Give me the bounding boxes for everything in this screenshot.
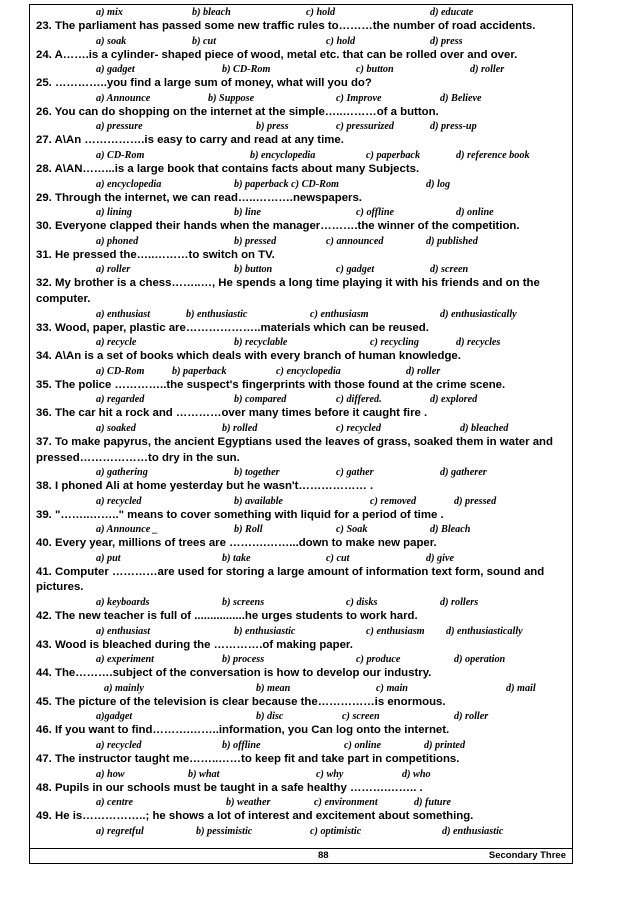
question-37-option-d: d) gatherer <box>440 467 487 479</box>
question-27-options <box>36 149 566 162</box>
question-22-option-d: d) educate <box>430 7 474 18</box>
question-33: 33. Wood, paper, plastic are………………..materials which can be reused. <box>36 321 429 334</box>
page-footer <box>30 848 572 863</box>
question-37-option-b: b) together <box>234 467 280 479</box>
question-36-options <box>36 422 566 435</box>
question-39-option-d: d) Bleach <box>430 524 471 536</box>
question-30-option-b: b) pressed <box>234 235 277 247</box>
question-27-option-d: d) reference book <box>456 149 530 161</box>
question-22-option-c: c) hold <box>306 7 336 18</box>
question-41: 41. Computer …………are used for storing a large amount of information text form, sound and pictures. <box>36 565 545 594</box>
question-35-option-c: c) differed. <box>336 394 382 406</box>
question-37-option-c: c) gather <box>336 467 374 479</box>
question-47-option-d: d) who <box>402 768 431 780</box>
question-31-options <box>36 263 566 276</box>
question-28: 28. A\AN……...is a large book that contains facts about many Subjects. <box>36 162 420 175</box>
question-31: 31. He pressed the…..………to switch on TV. <box>36 248 275 261</box>
question-44-option-d: d) mail <box>506 682 536 694</box>
question-40-option-b: b) take <box>222 552 251 564</box>
question-43-option-c: c) produce <box>356 654 401 666</box>
question-35-option-d: d) explored <box>430 394 478 406</box>
question-38-option-a: a) recycled <box>96 495 142 507</box>
question-25-options <box>36 92 566 105</box>
question-26: 26. You can do shopping on the internet at the simple…..………of a button. <box>36 105 439 118</box>
question-38-option-b: b) available <box>234 495 283 507</box>
question-45-option-d: d) roller <box>454 711 489 723</box>
question-49: 49. He is……………..; he shows a lot of interest and excitement about something. <box>36 810 474 823</box>
question-25-option-c: c) Improve <box>336 92 382 104</box>
question-39: 39. "……..…….." means to cover something with liquid for a period of time . <box>36 508 444 521</box>
question-48-options <box>36 796 566 809</box>
question-27-option-b: b) encyclopedia <box>250 149 316 161</box>
question-27: 27. A\An …………….is easy to carry and read at any time. <box>36 134 344 147</box>
question-33-option-c: c) recycling <box>370 337 419 349</box>
page-number: 88 <box>318 850 329 861</box>
question-43-option-a: a) experiment <box>96 654 155 666</box>
question-24-option-d: d) roller <box>470 64 505 76</box>
question-28-option-d: d) log <box>426 178 451 190</box>
question-36-option-a: a) soaked <box>96 422 136 434</box>
question-41-option-b: b) screens <box>222 597 265 609</box>
question-23-options <box>36 35 566 48</box>
question-37-option-a: a) gathering <box>96 467 148 479</box>
question-41-option-c: c) disks <box>346 597 378 609</box>
question-31-option-a: a) roller <box>96 264 131 276</box>
question-33-option-d: d) recycles <box>456 337 501 349</box>
question-44-option-a: a) mainly <box>104 682 144 694</box>
question-48-option-c: c) environment <box>314 797 378 809</box>
question-22-option-b: b) bleach <box>192 7 231 18</box>
question-43-option-b: b) process <box>222 654 265 666</box>
question-29-option-a: a) lining <box>96 207 132 219</box>
question-31-option-d: d) screen <box>430 264 469 276</box>
question-49-option-b: b) pessimistic <box>196 825 253 837</box>
question-24-options <box>36 63 566 76</box>
question-33-option-b: b) recyclable <box>234 337 288 349</box>
question-25-option-d: d) Believe <box>440 92 482 104</box>
question-46: 46. If you want to find……….……..information, you Can log onto the internet. <box>36 724 450 737</box>
question-35-options <box>36 393 566 406</box>
question-list <box>36 6 566 838</box>
question-24-option-a: a) gadget <box>96 64 135 76</box>
question-26-option-c: c) pressurized <box>336 121 395 133</box>
question-42-option-b: b) enthusiastic <box>234 625 296 637</box>
question-29: 29. Through the internet, we can read…..……….newspapers. <box>36 191 362 204</box>
question-38: 38. I phoned Ali at home yesterday but he wasn't……………… . <box>36 480 374 493</box>
question-47-option-c: c) why <box>316 768 344 780</box>
question-44-option-b: b) mean <box>256 682 291 694</box>
question-23-option-d: d) press <box>430 35 463 47</box>
question-40: 40. Every year, millions of trees are ……….……...down to make new paper. <box>36 537 437 550</box>
question-31-option-b: b) button <box>234 264 273 276</box>
question-34-option-c: c) encyclopedia <box>276 365 341 377</box>
question-36: 36. The car hit a rock and …………over many times before it caught fire . <box>36 407 428 420</box>
question-30-option-d: d) published <box>426 235 478 247</box>
question-43-options <box>36 653 566 666</box>
question-26-option-b: b) press <box>256 121 289 133</box>
question-32-option-b: b) enthusiastic <box>186 308 248 320</box>
question-34-option-a: a) CD-Rom <box>96 365 145 377</box>
question-47-option-a: a) how <box>96 768 125 780</box>
question-40-option-c: c) cut <box>326 552 350 564</box>
question-40-options <box>36 552 566 565</box>
question-46-option-b: b) offline <box>222 740 261 752</box>
question-25-option-b: b) Suppose <box>208 92 255 104</box>
question-27-option-c: c) paperback <box>366 149 421 161</box>
question-23: 23. The parliament has passed some new traffic rules to………the number of road accidents. <box>36 20 536 32</box>
question-23-option-c: c) hold <box>326 35 356 47</box>
question-49-option-a: a) regretful <box>96 825 144 837</box>
question-36-option-c: c) recycled <box>336 422 381 434</box>
question-25-option-a: a) Announce <box>96 92 151 104</box>
question-27-option-a: a) CD-Rom <box>96 149 145 161</box>
question-39-option-c: c) Soak <box>336 524 368 536</box>
question-46-option-c: c) online <box>344 740 382 752</box>
question-38-options <box>36 495 566 508</box>
question-30: 30. Everyone clapped their hands when the manager……….the winner of the competition. <box>36 220 520 233</box>
series-label: Secondary Three <box>488 850 566 861</box>
question-47-option-b: b) what <box>188 768 220 780</box>
question-48-option-b: b) weather <box>226 797 271 809</box>
question-43-option-d: d) operation <box>454 654 506 666</box>
question-32-option-d: d) enthusiastically <box>440 308 517 320</box>
question-24-option-c: c) button <box>356 64 394 76</box>
question-33-options <box>36 336 566 349</box>
question-34: 34. A\An is a set of books which deals with every branch of human knowledge. <box>36 350 461 363</box>
question-49-option-d: d) enthusiastic <box>442 825 504 837</box>
question-41-options <box>36 596 566 609</box>
question-42-options <box>36 625 566 638</box>
question-36-option-d: d) bleached <box>460 422 509 434</box>
question-38-option-c: c) removed <box>370 495 417 507</box>
question-35-option-a: a) regarded <box>96 394 145 406</box>
worksheet-page <box>29 4 573 864</box>
question-45-options <box>36 710 566 723</box>
question-39-options <box>36 523 566 536</box>
question-45-option-c: c) screen <box>342 711 380 723</box>
question-29-option-d: d) online <box>456 207 494 219</box>
question-24-option-b: b) CD-Rom <box>222 64 271 76</box>
question-32-option-a: a) enthusiast <box>96 308 151 320</box>
question-31-option-c: c) gadget <box>336 264 375 276</box>
question-42-option-c: c) enthusiasm <box>366 625 425 637</box>
question-42-option-a: a) enthusiast <box>96 625 151 637</box>
question-30-option-a: a) phoned <box>96 235 139 247</box>
question-25: 25. …………..you find a large sum of money, what will you do? <box>36 77 372 90</box>
question-24: 24. A…….is a cylinder- shaped piece of wood, metal etc. that can be rolled over and over. <box>36 48 518 61</box>
question-33-option-a: a) recycle <box>96 337 137 349</box>
question-28-option-a: a) encyclopedia <box>96 178 162 190</box>
question-40-option-d: d) give <box>426 552 455 564</box>
question-46-option-a: a) recycled <box>96 740 142 752</box>
question-45-option-a: a)gadget <box>96 711 133 723</box>
question-39-option-b: b) Roll <box>234 524 263 536</box>
question-42: 42. The new teacher is full of ................he urges students to work hard. <box>36 610 418 623</box>
question-26-option-d: d) press-up <box>430 121 477 133</box>
question-32: 32. My brother is a chess……..…, He spends a long time playing it with his friends and on the computer. <box>36 277 540 305</box>
question-40-option-a: a) put <box>96 552 121 564</box>
question-47: 47. The instructor taught me……..……to keep fit and take part in competitions. <box>36 753 460 766</box>
question-29-option-b: b) line <box>234 207 261 219</box>
question-34-option-d: d) roller <box>406 365 441 377</box>
question-39-option-a: a) Announce _ <box>96 524 158 536</box>
question-48-option-a: a) centre <box>96 797 134 809</box>
question-49-options <box>36 825 566 838</box>
question-43: 43. Wood is bleached during the ………….of making paper. <box>36 638 353 651</box>
question-49-option-c: c) optimistic <box>310 825 362 837</box>
question-37: 37. To make papyrus, the ancient Egyptians used the leaves of grass, soaked them in water and pressed………………to dry in the sun. <box>36 435 553 464</box>
question-34-options <box>36 365 566 378</box>
question-45-option-b: b) disc <box>256 711 284 723</box>
question-30-option-c: c) announced <box>326 235 384 247</box>
question-36-option-b: b) rolled <box>222 422 258 434</box>
question-44-options <box>36 682 566 695</box>
question-41-option-d: d) rollers <box>440 597 479 609</box>
question-29-options <box>36 206 566 219</box>
question-22-option-a: a) mix <box>96 7 123 18</box>
question-38-option-d: d) pressed <box>454 495 497 507</box>
question-37-options <box>36 466 566 479</box>
question-30-options <box>36 235 566 248</box>
question-47-options <box>36 768 566 781</box>
question-34-option-b: b) paperback <box>172 365 227 377</box>
question-28-options <box>36 178 566 191</box>
question-32-options <box>36 308 566 321</box>
question-29-option-c: c) offline <box>356 207 395 219</box>
question-46-option-d: d) printed <box>424 740 466 752</box>
question-48-option-d: d) future <box>414 797 452 809</box>
question-44: 44. The……….subject of the conversation is how to develop our industry. <box>36 667 432 680</box>
question-44-option-c: c) main <box>376 682 408 694</box>
question-35-option-b: b) compared <box>234 394 287 406</box>
question-22-options <box>36 6 566 19</box>
question-35: 35. The police …………..the suspect's fingerprints with those found at the crime scene. <box>36 378 506 391</box>
question-23-option-a: a) soak <box>96 35 127 47</box>
question-23-option-b: b) cut <box>192 35 217 47</box>
question-41-option-a: a) keyboards <box>96 597 150 609</box>
question-26-options <box>36 120 566 133</box>
question-32-option-c: c) enthusiasm <box>310 308 369 320</box>
question-42-option-d: d) enthusiastically <box>446 625 523 637</box>
question-46-options <box>36 739 566 752</box>
question-45: 45. The picture of the television is clear because the……………is enormous. <box>36 695 446 708</box>
question-48: 48. Pupils in our schools must be taught in a safe healthy ……….…….. . <box>36 781 423 794</box>
question-28-option-b: b) paperback c) CD-Rom <box>234 178 339 190</box>
question-26-option-a: a) pressure <box>96 121 143 133</box>
